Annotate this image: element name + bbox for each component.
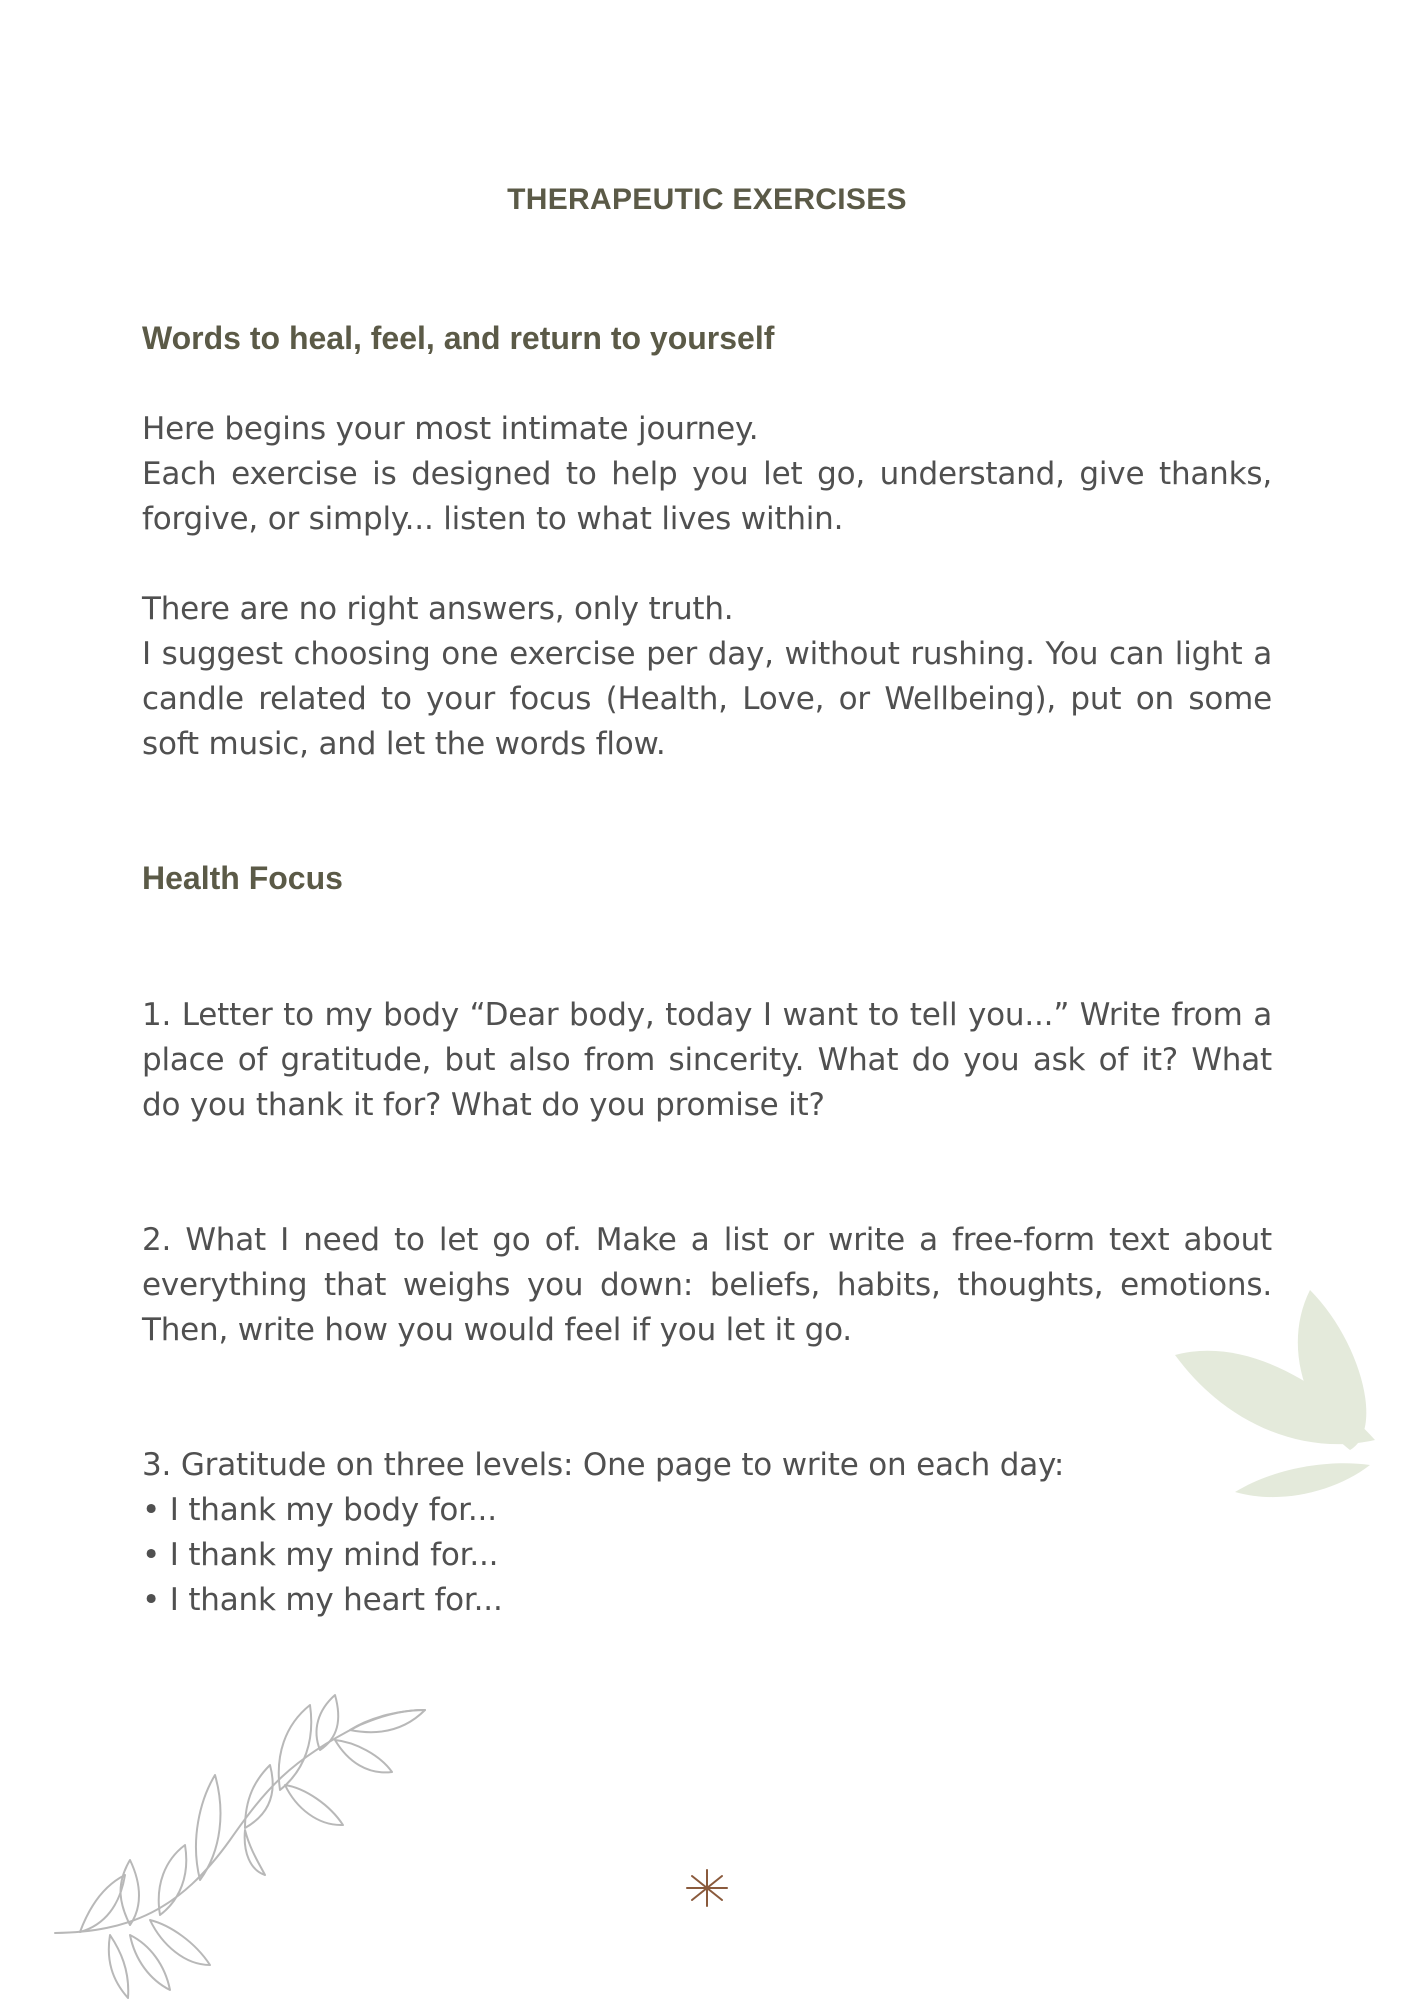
- page-title: THERAPEUTIC EXERCISES: [507, 183, 907, 216]
- intro-line: There are no right answers, only truth.: [142, 591, 734, 627]
- health-focus-heading: Health Focus: [142, 860, 343, 896]
- list-item: • I thank my body for...: [142, 1492, 497, 1528]
- intro-paragraph-1: [142, 407, 1272, 542]
- leaf-branch-icon: [50, 1680, 490, 2000]
- intro-paragraph-2: [142, 587, 1272, 767]
- exercise-2: 2. What I need to let go of. Make a list or write a free-form text about everything that weighs you down: beliefs, habits, thoughts, emotions. Then, write how you would feel if you let it go.: [142, 1222, 1272, 1348]
- list-item: • I thank my heart for...: [142, 1582, 503, 1618]
- intro-line: Here begins your most intimate journey.: [142, 411, 759, 447]
- exercise-3-intro: 3. Gratitude on three levels: One page to write on each day:: [142, 1447, 1065, 1483]
- exercise-1: 1. Letter to my body “Dear body, today I want to tell you...” Write from a place of gratitude, but also from sincerity. What do you ask of it? What do you thank it for? What do you promise it?: [142, 997, 1272, 1123]
- green-leaves-icon: [1160, 1280, 1380, 1510]
- list-item: • I thank my mind for...: [142, 1537, 499, 1573]
- asterisk-icon: [683, 1868, 731, 1908]
- intro-heading: Words to heal, feel, and return to yourself: [142, 320, 775, 356]
- exercise-3: [142, 1443, 1272, 1623]
- intro-line: Each exercise is designed to help you let go, understand, give thanks, forgive, or simply... listen to what lives within.: [142, 456, 1272, 537]
- intro-line: I suggest choosing one exercise per day, without rushing. You can light a candle related to your focus (Health, Love, or Wellbeing), put on some soft music, and let the words flow.: [142, 636, 1272, 762]
